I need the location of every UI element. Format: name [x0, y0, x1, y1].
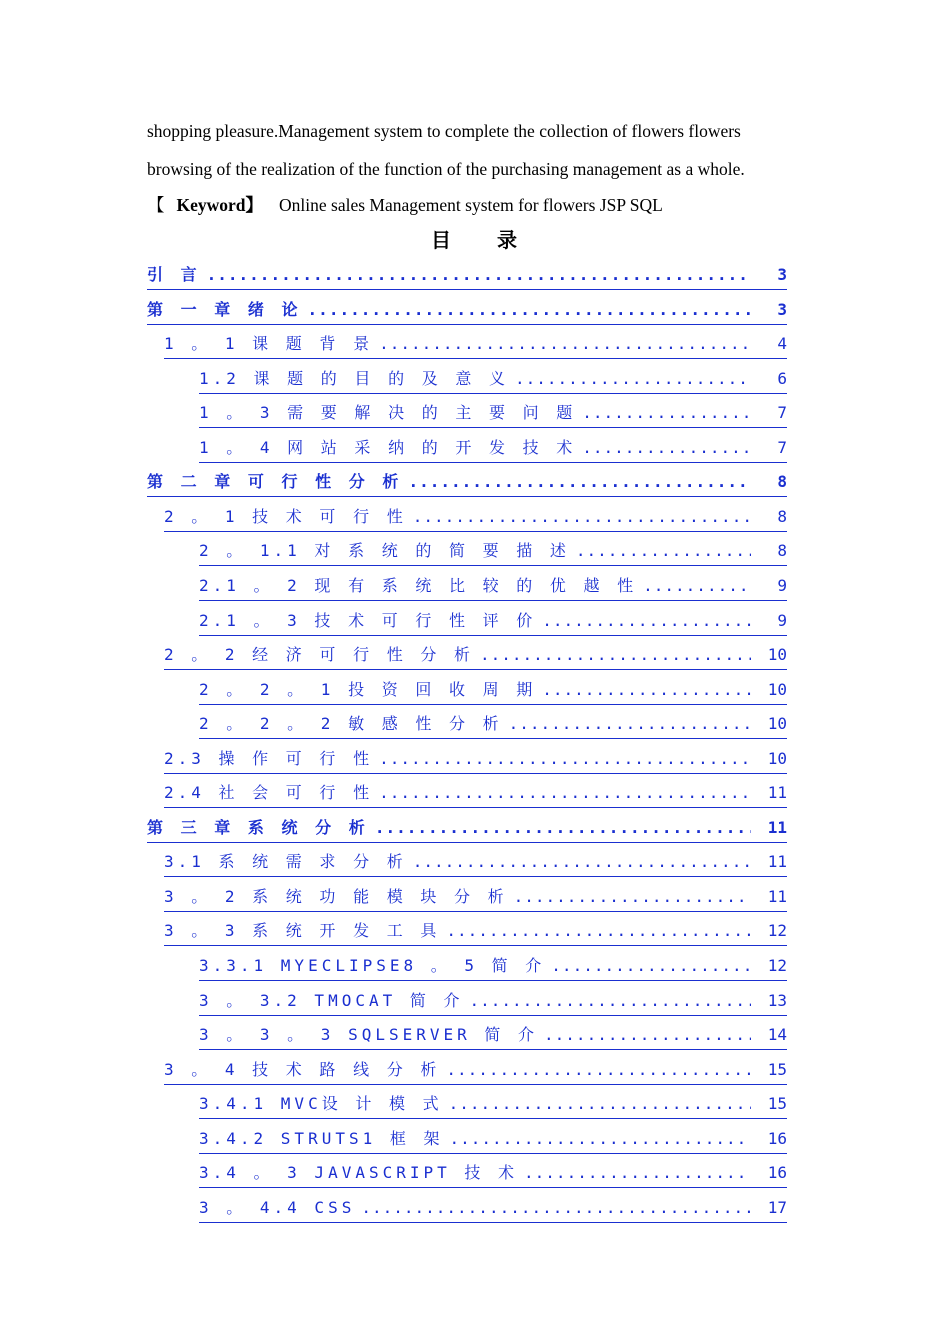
- toc-entry-title: 1 。 1 课 题 背 景: [164, 334, 374, 354]
- toc-entry[interactable]: [199, 950, 787, 981]
- keyword-close-bracket: 】: [245, 195, 264, 215]
- toc-dot-leader: [413, 848, 751, 876]
- toc-entry-title: 2 。 2 。 1 投 资 回 收 周 期: [199, 679, 537, 699]
- toc-entry-title: 1.2 课 题 的 目 的 及 意 义: [199, 368, 509, 388]
- toc-entry-title: 3 。 3 。 3 SQLSERVER 简 介: [199, 1025, 539, 1045]
- toc-entry-title: 第 一 章 绪 论: [147, 299, 302, 319]
- toc-entry[interactable]: [199, 1157, 787, 1188]
- toc-dot-leader: [361, 1194, 751, 1222]
- toc-entry-title: 3.1 系 统 需 求 分 析: [164, 852, 407, 872]
- toc-dot-leader: [446, 917, 751, 945]
- toc-page-number: 10: [767, 679, 787, 699]
- toc-title: [0, 227, 950, 253]
- toc-entry-title: 2 。 1 技 术 可 行 性: [164, 506, 407, 526]
- toc-entry-title: 3 。 2 系 统 功 能 模 块 分 析: [164, 886, 508, 906]
- toc-entry[interactable]: [164, 846, 787, 877]
- toc-dot-leader: [551, 952, 751, 980]
- toc-entry-title: 1 。 3 需 要 解 决 的 主 要 问 题: [199, 403, 577, 423]
- toc-entry[interactable]: [199, 397, 787, 428]
- toc-entry[interactable]: [164, 501, 787, 532]
- toc-page-number: 11: [767, 852, 787, 872]
- toc-entry-title: 3.4 。 3 JAVASCRIPT 技 术: [199, 1163, 519, 1183]
- toc-entry-title: 引 言: [147, 265, 201, 284]
- toc-dot-leader: [542, 607, 751, 635]
- toc-entry[interactable]: [164, 743, 787, 774]
- toc-dot-leader: [470, 987, 752, 1015]
- toc-entry[interactable]: [199, 1088, 787, 1119]
- toc-entry[interactable]: [199, 708, 787, 739]
- toc-entry[interactable]: [164, 915, 787, 946]
- toc-dot-leader: [643, 572, 751, 600]
- toc-title-left: 目: [431, 228, 453, 252]
- toc-entry[interactable]: [199, 432, 787, 463]
- toc-dot-leader: [515, 365, 751, 393]
- toc-entry[interactable]: [164, 639, 787, 670]
- keyword-open-bracket: 【: [147, 195, 165, 215]
- toc-dot-leader: [379, 330, 751, 358]
- toc-entry-title: 第 三 章 系 统 分 析: [147, 817, 369, 837]
- toc-dot-leader: [413, 503, 751, 531]
- toc-dot-leader: [514, 883, 751, 911]
- toc-page-number: 17: [767, 1197, 787, 1217]
- toc-dot-leader: [308, 296, 751, 324]
- toc-dot-leader: [375, 814, 751, 842]
- toc-page-number: 9: [777, 610, 787, 630]
- abstract-line-2: browsing of the realization of the function of the purchasing management as a whole.: [147, 159, 745, 179]
- toc-page-number: 9: [777, 575, 787, 595]
- keyword-terms: Online sales Management system for flowers JSP SQL: [279, 195, 663, 215]
- toc-entry-title: 1 。 4 网 站 采 纳 的 开 发 技 术: [199, 437, 577, 457]
- toc-dot-leader: [450, 1125, 752, 1153]
- toc-entry[interactable]: [164, 328, 787, 359]
- toc-entry-title: 3.3.1 MYECLIPSE8 。 5 简 介: [199, 956, 546, 975]
- toc-page-number: 10: [767, 714, 787, 734]
- toc-dot-leader: [207, 261, 751, 289]
- toc-page-number: 12: [767, 956, 787, 975]
- toc-entry[interactable]: [199, 985, 787, 1016]
- toc-entry-title: 3 。 4 技 术 路 线 分 析: [164, 1059, 441, 1079]
- toc-entry-title: 2.1 。 2 现 有 系 统 比 较 的 优 越 性: [199, 575, 638, 595]
- toc-entry[interactable]: [164, 881, 787, 912]
- keyword-label: Keyword: [176, 195, 246, 215]
- toc-title-right: 录: [497, 228, 519, 252]
- toc-page-number: 8: [777, 506, 787, 526]
- abstract-line-1: shopping pleasure.Management system to complete the collection of flowers flowers: [147, 121, 741, 141]
- toc-dot-leader: [408, 468, 751, 496]
- toc-page-number: 16: [767, 1128, 787, 1148]
- toc-entry[interactable]: [164, 777, 787, 808]
- toc-entry-title: 2.3 操 作 可 行 性: [164, 748, 374, 768]
- toc-page-number: 14: [767, 1025, 787, 1045]
- toc-entry[interactable]: [147, 259, 787, 290]
- toc-dot-leader: [509, 710, 751, 738]
- toc-entry-title: 2.1 。 3 技 术 可 行 性 评 价: [199, 610, 537, 630]
- toc-page-number: 10: [767, 645, 787, 665]
- toc-entry-title: 3.4.1 MVC设 计 模 式: [199, 1094, 443, 1114]
- toc-page-number: 12: [767, 921, 787, 941]
- keywords-line: [147, 194, 663, 216]
- toc-page-number: 8: [777, 472, 787, 492]
- toc-page-number: 8: [777, 541, 787, 561]
- toc-dot-leader: [379, 745, 751, 773]
- toc-entry[interactable]: [199, 535, 787, 566]
- toc-page-number: 15: [767, 1094, 787, 1114]
- toc-dot-leader: [582, 434, 751, 462]
- toc-page-number: 7: [777, 403, 787, 423]
- toc-entry[interactable]: [147, 812, 787, 843]
- toc-entry[interactable]: [199, 570, 787, 601]
- toc-page-number: 7: [777, 437, 787, 457]
- toc-page-number: 11: [767, 886, 787, 906]
- toc-dot-leader: [544, 1021, 751, 1049]
- toc-page-number: 11: [767, 817, 787, 837]
- toc-page-number: 16: [767, 1163, 787, 1183]
- toc-dot-leader: [582, 399, 751, 427]
- toc-entry[interactable]: [147, 466, 787, 497]
- toc-page-number: 3: [777, 299, 787, 319]
- toc-entry-title: 2.4 社 会 可 行 性: [164, 783, 374, 803]
- toc-page-number: 15: [767, 1059, 787, 1079]
- toc-entry[interactable]: [164, 1054, 787, 1085]
- toc-dot-leader: [379, 779, 751, 807]
- toc-dot-leader: [542, 676, 751, 704]
- toc-entry[interactable]: [199, 1019, 787, 1050]
- toc-entry-title: 3.4.2 STRUTS1 框 架: [199, 1128, 444, 1148]
- toc-entry[interactable]: [199, 1192, 787, 1223]
- toc-entry[interactable]: [199, 674, 787, 705]
- toc-entry-title: 第 二 章 可 行 性 分 析: [147, 472, 403, 492]
- toc-entry[interactable]: [147, 294, 787, 325]
- toc-page-number: 4: [777, 334, 787, 354]
- toc-entry-title: 3 。 4.4 CSS: [199, 1197, 356, 1217]
- toc-dot-leader: [449, 1090, 751, 1118]
- toc-entry-title: 3 。 3.2 TMOCAT 简 介: [199, 990, 464, 1010]
- toc-entry-title: 3 。 3 系 统 开 发 工 具: [164, 921, 441, 941]
- toc-entry[interactable]: [199, 363, 787, 394]
- toc-page-number: 11: [767, 783, 787, 803]
- toc-page-number: 10: [767, 748, 787, 768]
- toc-dot-leader: [446, 1056, 751, 1084]
- toc-page-number: 13: [767, 990, 787, 1010]
- toc-entry[interactable]: [199, 1123, 787, 1154]
- toc-dot-leader: [524, 1159, 751, 1187]
- toc-dot-leader: [480, 641, 751, 669]
- toc-page-number: 3: [777, 265, 787, 284]
- toc-dot-leader: [576, 537, 751, 565]
- toc-entry[interactable]: [199, 605, 787, 636]
- toc-page-number: 6: [777, 368, 787, 388]
- toc-entry-title: 2 。 2 。 2 敏 感 性 分 析: [199, 714, 503, 734]
- toc-entry-title: 2 。 1.1 对 系 统 的 简 要 描 述: [199, 541, 570, 561]
- toc-entry-title: 2 。 2 经 济 可 行 性 分 析: [164, 645, 474, 665]
